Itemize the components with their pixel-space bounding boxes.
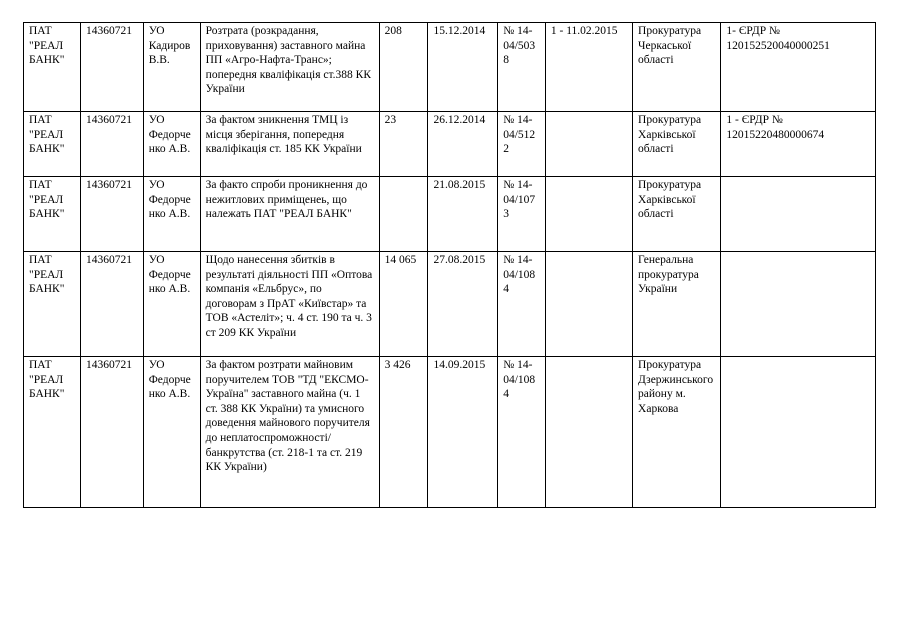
letter-number-cell: № 14-04/1084 [498, 357, 546, 508]
description-cell: За фактом зникнення ТМЦ із місця зберігання, попередня кваліфікація ст. 185 КК України [200, 112, 379, 177]
description-cell: Щодо нанесення збитків в результаті діяльності ПП «Оптова компанія «Ельбрус», по договорам з ПрАТ «Київстар» та ТОВ «Астеліт»; ч. 4 ст. 190 та ч. 3 ст 209 КК України [200, 252, 379, 357]
amount-cell: 14 065 [379, 252, 428, 357]
letter-number-cell: № 14-04/1084 [498, 252, 546, 357]
letter-number-cell: № 14-04/5038 [498, 23, 546, 112]
letter-number-cell: № 14-04/1073 [498, 177, 546, 252]
responsible-unit-cell: УО Федорченко А.В. [143, 177, 200, 252]
authority-cell: Прокуратура Харківської області [633, 112, 721, 177]
edrpou-code-cell: 14360721 [80, 23, 143, 112]
date-cell: 26.12.2014 [428, 112, 498, 177]
bank-cell: ПАТ "РЕАЛ БАНК" [24, 112, 81, 177]
table-row [24, 23, 876, 112]
responsible-unit-cell: УО Федорченко А.В. [143, 112, 200, 177]
description-cell: За фактом розтрати майновим поручителем ТОВ "ТД "ЕКСМО-Україна" заставного майна (ч. 1 ст. 388 КК України) та умисного доведення майнового поручителя до неплатоспроможності/банкрутства (ст. 218-1 та ст. 219 КК України) [200, 357, 379, 508]
letter-number-cell: № 14-04/5122 [498, 112, 546, 177]
table-row [24, 357, 876, 508]
description-cell: Розтрата (розкрадання, приховування) заставного майна ПП «Агро-Нафта-Транс»; попередня кваліфікація ст.388 КК України [200, 23, 379, 112]
authority-cell: Прокуратура Дзержинського району м. Харкова [633, 357, 721, 508]
edrpou-code-cell: 14360721 [80, 112, 143, 177]
erdr-cell [721, 357, 876, 508]
edrpou-code-cell: 14360721 [80, 177, 143, 252]
criminal-cases-table [23, 22, 876, 508]
date-cell: 15.12.2014 [428, 23, 498, 112]
responsible-unit-cell: УО Федорченко А.В. [143, 357, 200, 508]
responsible-unit-cell: УО Кадиров В.В. [143, 23, 200, 112]
result-cell [545, 112, 632, 177]
result-cell [545, 252, 632, 357]
table-row [24, 252, 876, 357]
result-cell [545, 177, 632, 252]
edrpou-code-cell: 14360721 [80, 252, 143, 357]
result-cell: 1 - 11.02.2015 [545, 23, 632, 112]
date-cell: 21.08.2015 [428, 177, 498, 252]
responsible-unit-cell: УО Федорченко А.В. [143, 252, 200, 357]
table-row [24, 112, 876, 177]
date-cell: 14.09.2015 [428, 357, 498, 508]
amount-cell: 3 426 [379, 357, 428, 508]
table-row [24, 177, 876, 252]
erdr-cell: 1 - ЄРДР № 12015220480000674 [721, 112, 876, 177]
bank-cell: ПАТ "РЕАЛ БАНК" [24, 23, 81, 112]
authority-cell: Прокуратура Харківської області [633, 177, 721, 252]
authority-cell: Генеральна прокуратура України [633, 252, 721, 357]
description-cell: За факто спроби проникнення до нежитлових приміщенеь, що належать ПАТ "РЕАЛ БАНК" [200, 177, 379, 252]
date-cell: 27.08.2015 [428, 252, 498, 357]
bank-cell: ПАТ "РЕАЛ БАНК" [24, 357, 81, 508]
amount-cell: 23 [379, 112, 428, 177]
erdr-cell [721, 252, 876, 357]
amount-cell: 208 [379, 23, 428, 112]
result-cell [545, 357, 632, 508]
edrpou-code-cell: 14360721 [80, 357, 143, 508]
bank-cell: ПАТ "РЕАЛ БАНК" [24, 252, 81, 357]
bank-cell: ПАТ "РЕАЛ БАНК" [24, 177, 81, 252]
authority-cell: Прокуратура Черкаської області [633, 23, 721, 112]
erdr-cell [721, 177, 876, 252]
amount-cell [379, 177, 428, 252]
erdr-cell: 1- ЄРДР № 12015252004000025​1 [721, 23, 876, 112]
